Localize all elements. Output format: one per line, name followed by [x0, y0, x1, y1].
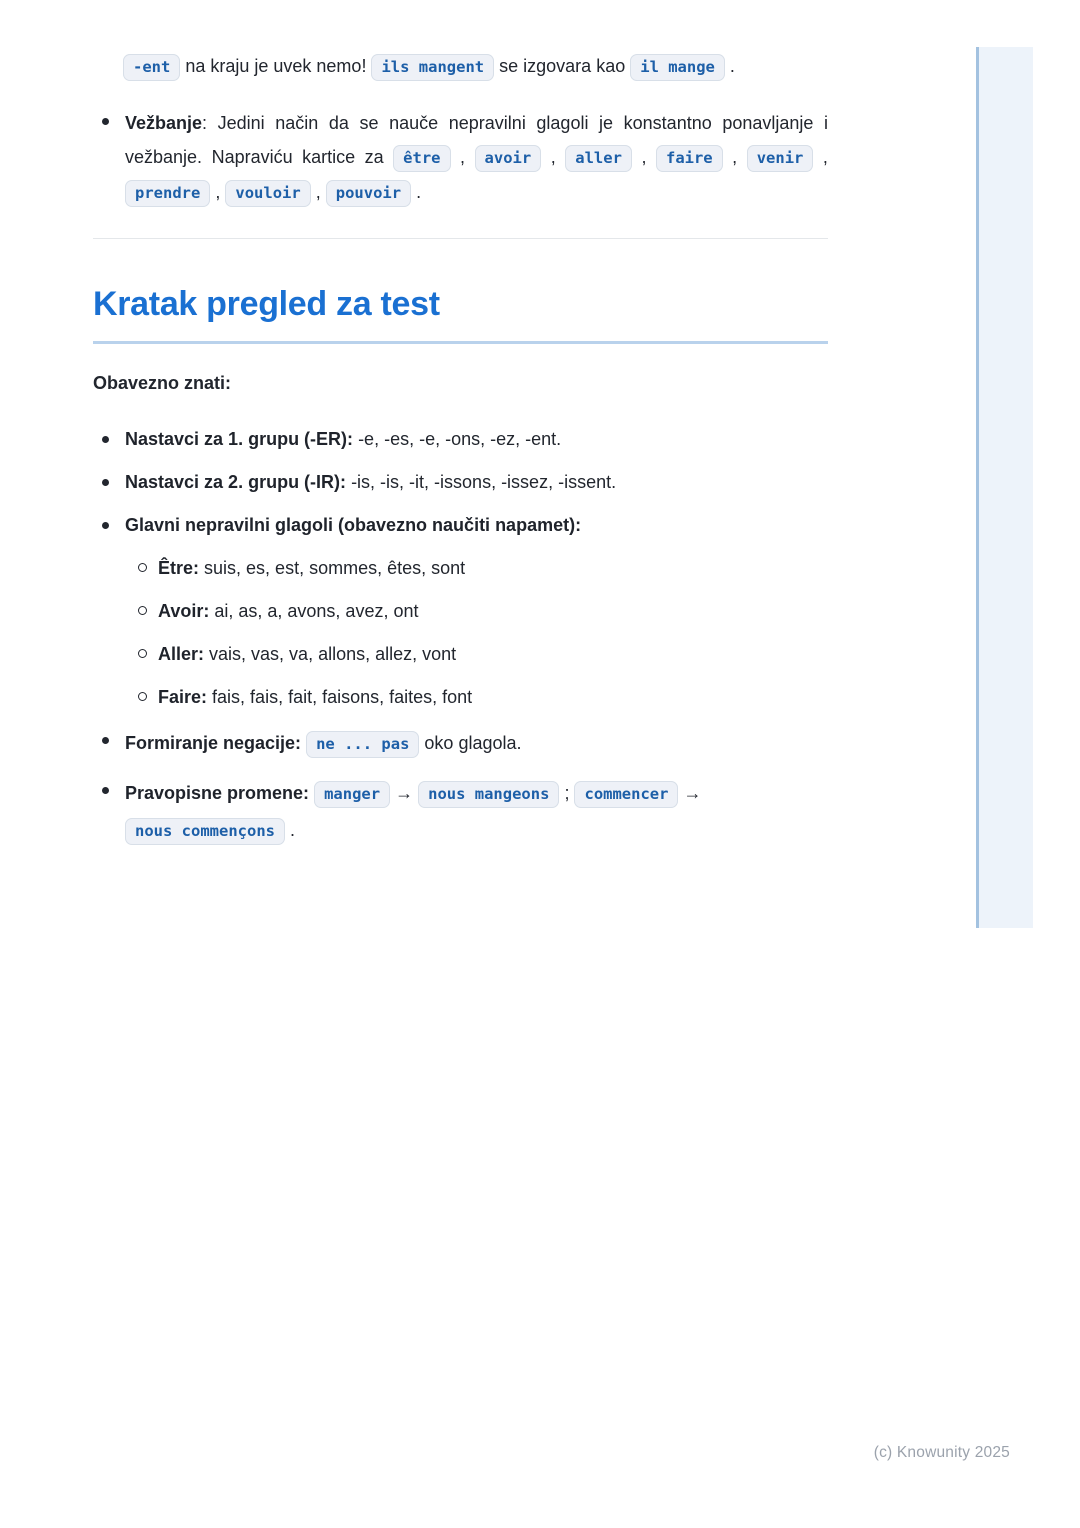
item-text: oko glagola. [424, 733, 522, 753]
separator: , [460, 147, 466, 167]
inline-code: commencer [574, 781, 678, 808]
arrow-right-icon: → [395, 783, 414, 803]
review-list [93, 424, 828, 849]
bullet-list [93, 106, 828, 210]
inline-code: -ent [123, 54, 180, 81]
inline-code: faire [656, 145, 723, 172]
item-label: Formiranje negacije: [125, 733, 302, 753]
item-text: : Jedini način da se nauče nepravilni glagoli je konstantno ponavljanje i vežbanje. Napraviću kartice za [125, 113, 828, 167]
sub-list-item [125, 596, 828, 626]
separator: , [732, 147, 738, 167]
inline-code: pouvoir [326, 180, 411, 207]
verb-name: Avoir: [158, 601, 210, 621]
arrow-right-icon: → [683, 783, 702, 803]
inline-code: prendre [125, 180, 210, 207]
separator: . [290, 820, 296, 840]
verb-forms: ai, as, a, avons, avez, ont [214, 601, 419, 621]
separator: , [550, 147, 556, 167]
footer-copyright: (c) Knowunity 2025 [873, 1444, 1010, 1461]
sub-list-item [125, 639, 828, 669]
verb-name: Être: [158, 558, 200, 578]
sub-list-item [125, 553, 828, 583]
item-text: -is, -is, -it, -issons, -issez, -issent. [351, 472, 617, 492]
separator: , [822, 147, 828, 167]
sub-list [125, 553, 828, 712]
separator: . [416, 182, 422, 202]
intro-paragraph [123, 50, 828, 84]
verb-name: Aller: [158, 644, 205, 664]
list-item-negation [93, 725, 828, 762]
verb-forms: fais, fais, fait, faisons, faites, font [212, 687, 473, 707]
list-item-practice [93, 106, 828, 210]
list-item-irregular [93, 510, 828, 712]
list-item-group1 [93, 424, 828, 454]
item-label: Pravopisne promene: [125, 783, 310, 803]
intro-text: se izgovara kao [499, 56, 626, 76]
inline-code: nous mangeons [418, 781, 559, 808]
document-body [93, 50, 828, 862]
inline-code: nous commençons [125, 818, 285, 845]
subtitle: Obavezno znati: [93, 373, 232, 393]
inline-code: manger [314, 781, 390, 808]
next-page-panel [979, 47, 1033, 928]
inline-code: avoir [475, 145, 542, 172]
inline-code: aller [565, 145, 632, 172]
item-label: Vežbanje [125, 113, 203, 133]
inline-code: il mange [630, 54, 725, 81]
verb-forms: suis, es, est, sommes, êtes, sont [204, 558, 466, 578]
list-item-group2 [93, 467, 828, 497]
inline-code: ne ... pas [306, 731, 419, 758]
item-text: -e, -es, -e, -ons, -ez, -ent. [358, 429, 562, 449]
separator: ; [564, 783, 570, 803]
intro-text: . [729, 56, 735, 76]
item-label: Nastavci za 2. grupu (-IR): [125, 472, 347, 492]
inline-code: être [393, 145, 450, 172]
inline-code: venir [747, 145, 814, 172]
divider [93, 238, 828, 239]
inline-code: vouloir [225, 180, 310, 207]
separator: , [641, 147, 647, 167]
intro-text: na kraju je uvek nemo! [185, 56, 367, 76]
separator: , [315, 182, 321, 202]
list-item-spelling [93, 775, 828, 849]
item-label: Glavni nepravilni glagoli (obavezno naučiti napamet): [125, 515, 582, 535]
separator: , [215, 182, 221, 202]
inline-code: ils mangent [371, 54, 494, 81]
item-label: Nastavci za 1. grupu (-ER): [125, 429, 354, 449]
verb-name: Faire: [158, 687, 208, 707]
sub-list-item [125, 682, 828, 712]
section-heading: Kratak pregled za test [93, 283, 828, 344]
verb-forms: vais, vas, va, allons, allez, vont [209, 644, 457, 664]
